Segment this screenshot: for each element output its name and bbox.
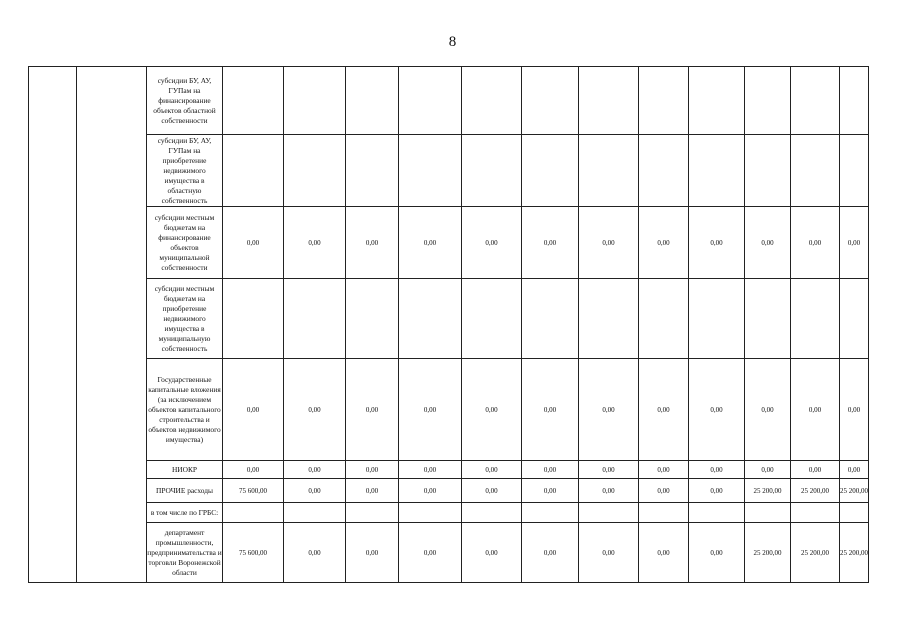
table-cell [284,135,346,207]
row-label: субсидии местным бюджетам на финансирование объектов муниципальной собственности [147,207,223,279]
table-cell: 0,00 [462,461,522,479]
table-cell [346,135,399,207]
table-cell [284,279,346,359]
table-cell: 0,00 [579,359,639,461]
table-cell: 25 200,00 [791,523,840,583]
table-cell [399,67,462,135]
table-cell [689,503,745,523]
table-cell [639,67,689,135]
table-cell [223,135,284,207]
table-cell [840,503,869,523]
table-cell: 0,00 [346,359,399,461]
table-row [29,279,869,359]
table-cell: 0,00 [791,359,840,461]
table-cell [284,67,346,135]
table-cell [791,279,840,359]
table-cell: 0,00 [579,461,639,479]
table-cell [223,67,284,135]
table-cell: 0,00 [223,359,284,461]
table-cell: 0,00 [399,359,462,461]
table-cell: 0,00 [284,479,346,503]
empty-column-1 [29,67,77,583]
table-cell [745,503,791,523]
table-cell [840,135,869,207]
table-cell [223,503,284,523]
table-cell: 0,00 [689,461,745,479]
row-label: субсидии БУ, АУ, ГУПам на финансирование объектов областной собственности [147,67,223,135]
table-cell [579,503,639,523]
table-cell [399,503,462,523]
table-row [29,67,869,135]
table-cell: 25 200,00 [791,479,840,503]
table-cell: 0,00 [579,207,639,279]
table-cell: 0,00 [689,359,745,461]
table-cell [399,135,462,207]
table-cell: 0,00 [399,523,462,583]
row-label: субсидии местным бюджетам на приобретение недвижимого имущества в муниципальную собственность [147,279,223,359]
table-cell [689,279,745,359]
table-cell: 75 600,00 [223,523,284,583]
row-label: ПРОЧИЕ расходы [147,479,223,503]
row-label: в том числе по ГРБС: [147,503,223,523]
table-cell [346,67,399,135]
table-cell [791,135,840,207]
table-cell [689,135,745,207]
table-cell: 25 200,00 [745,479,791,503]
table-cell [462,135,522,207]
table-cell [745,135,791,207]
table-cell [791,503,840,523]
table-cell: 0,00 [791,461,840,479]
row-label: НИОКР [147,461,223,479]
table-cell [840,279,869,359]
table-cell: 0,00 [579,523,639,583]
table-cell [579,279,639,359]
table-cell: 0,00 [399,479,462,503]
table-cell: 0,00 [579,479,639,503]
table-row [29,207,869,279]
table-cell [346,503,399,523]
table-cell [223,279,284,359]
table-cell: 0,00 [689,207,745,279]
table-cell: 0,00 [639,359,689,461]
table-cell: 0,00 [745,461,791,479]
table-cell: 0,00 [639,207,689,279]
table-cell: 0,00 [840,461,869,479]
table-row [29,359,869,461]
table-cell [462,279,522,359]
table-cell [522,279,579,359]
table-cell: 0,00 [689,523,745,583]
table-cell: 75 600,00 [223,479,284,503]
table-cell: 0,00 [346,207,399,279]
table-cell [346,279,399,359]
table-cell [840,67,869,135]
table-cell: 0,00 [346,523,399,583]
table-cell [639,135,689,207]
table-cell [639,279,689,359]
table-cell: 0,00 [522,207,579,279]
table-cell: 0,00 [223,207,284,279]
row-label: департамент промышленности, предпринимательства и торговли Воронежской области [147,523,223,583]
table-cell: 0,00 [745,207,791,279]
table-row [29,135,869,207]
table-cell: 25 200,00 [840,479,869,503]
table-cell: 0,00 [346,479,399,503]
table-cell: 25 200,00 [840,523,869,583]
table-cell [522,135,579,207]
table-cell: 0,00 [522,523,579,583]
page-number: 8 [448,34,457,50]
table-cell: 0,00 [840,207,869,279]
table-cell: 25 200,00 [745,523,791,583]
table-cell: 0,00 [284,359,346,461]
table-cell [791,67,840,135]
row-label: Государственные капитальные вложения (за исключением объектов капитального строительства и объектов недвижимого имущества) [147,359,223,461]
table-cell [522,67,579,135]
table-cell: 0,00 [791,207,840,279]
budget-table [28,66,869,583]
table-cell: 0,00 [462,207,522,279]
table-cell [284,503,346,523]
table-row [29,461,869,479]
table-cell: 0,00 [522,461,579,479]
table-cell [579,135,639,207]
table-cell: 0,00 [522,359,579,461]
table-cell: 0,00 [689,479,745,503]
table-cell [579,67,639,135]
table-cell: 0,00 [639,523,689,583]
table-cell: 0,00 [284,461,346,479]
table-row [29,503,869,523]
table-cell [745,279,791,359]
table-cell: 0,00 [462,479,522,503]
table-cell [462,503,522,523]
table-cell: 0,00 [639,461,689,479]
table-cell [462,67,522,135]
row-label: субсидии БУ, АУ, ГУПам на приобретение недвижимого имущества в областную собственность [147,135,223,207]
table-cell: 0,00 [462,359,522,461]
table-cell: 0,00 [745,359,791,461]
table-cell: 0,00 [223,461,284,479]
table-cell: 0,00 [639,479,689,503]
table-cell: 0,00 [284,523,346,583]
table-cell: 0,00 [284,207,346,279]
empty-column-2 [77,67,147,583]
table-row [29,523,869,583]
table-cell: 0,00 [346,461,399,479]
table-cell: 0,00 [462,523,522,583]
table-cell [745,67,791,135]
table-cell [689,67,745,135]
table-cell [522,503,579,523]
table-cell: 0,00 [399,207,462,279]
table-cell [639,503,689,523]
table-cell: 0,00 [399,461,462,479]
table-cell [399,279,462,359]
table-cell: 0,00 [840,359,869,461]
table-cell: 0,00 [522,479,579,503]
table-row [29,479,869,503]
